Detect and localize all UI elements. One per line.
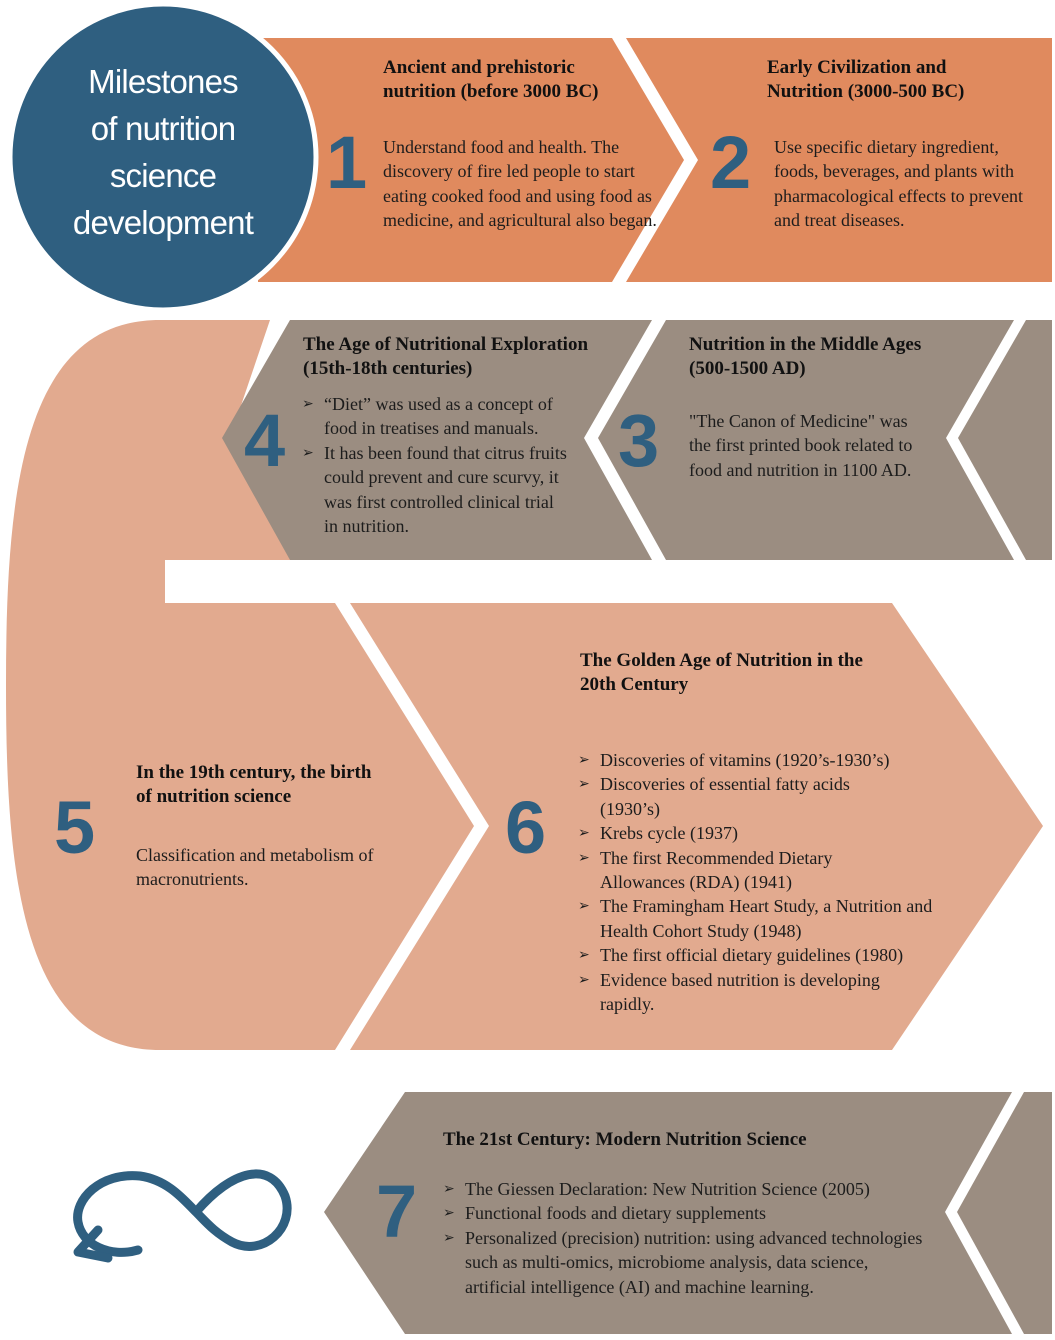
list-item: ➢ Discoveries of essential fatty acids (1930’s) bbox=[578, 772, 950, 821]
milestone-1-title: Ancient and prehistoric nutrition (before 3000 BC) bbox=[383, 57, 599, 102]
milestone-1-number: 1 bbox=[326, 121, 368, 204]
milestone-6-list bbox=[578, 748, 950, 1016]
milestone-3-title: Nutrition in the Middle Ages (500-1500 AD) bbox=[689, 334, 922, 379]
infinity-arrow-icon bbox=[78, 1174, 288, 1258]
milestone-7-list bbox=[443, 1177, 923, 1299]
list-item: ➢ The Giessen Declaration: New Nutrition Science (2005) bbox=[443, 1177, 923, 1201]
milestone-6-number: 6 bbox=[505, 786, 547, 869]
milestone-2-title: Early Civilization and Nutrition (3000-500 BC) bbox=[767, 57, 965, 102]
milestone-4-title: The Age of Nutritional Exploration (15th-18th centuries) bbox=[303, 334, 589, 379]
list-item: ➢ The Framingham Heart Study, a Nutrition and Health Cohort Study (1948) bbox=[578, 894, 950, 943]
milestone-4-list bbox=[302, 392, 572, 538]
list-item: ➢ Krebs cycle (1937) bbox=[578, 821, 950, 845]
milestone-7-title: The 21st Century: Modern Nutrition Science bbox=[443, 1129, 807, 1150]
milestone-1-text: Understand food and health. The discovery of fire led people to start eating cooked food and using food as medicine, and agricultural also began. bbox=[383, 137, 657, 231]
milestone-6-title: The Golden Age of Nutrition in the 20th Century bbox=[580, 650, 863, 695]
milestone-7-number: 7 bbox=[376, 1170, 418, 1253]
list-item: ➢ The first Recommended Dietary Allowances (RDA) (1941) bbox=[578, 846, 950, 895]
page-title bbox=[20, 58, 306, 246]
milestone-2-text: Use specific dietary ingredient, foods, beverages, and plants with pharmacological effects to prevent and treat diseases. bbox=[774, 137, 1024, 231]
title-line: Milestones bbox=[88, 63, 238, 100]
milestone-2-number: 2 bbox=[710, 121, 752, 204]
list-item: ➢ Evidence based nutrition is developing rapidly. bbox=[578, 968, 950, 1017]
milestone-4-number: 4 bbox=[244, 399, 286, 482]
title-line: development bbox=[72, 204, 254, 241]
title-line: science bbox=[109, 157, 217, 194]
list-item: ➢ The first official dietary guidelines (1980) bbox=[578, 943, 950, 967]
title-line: of nutrition bbox=[90, 110, 236, 147]
list-item: ➢ “Diet” was used as a concept of food in treatises and manuals. bbox=[302, 392, 572, 441]
milestone-5-number: 5 bbox=[54, 786, 96, 869]
list-item: ➢ Functional foods and dietary supplements bbox=[443, 1201, 923, 1225]
list-item: ➢ It has been found that citrus fruits could prevent and cure scurvy, it was first controlled clinical trial in nutrition. bbox=[302, 441, 572, 539]
milestone-5-text: Classification and metabolism of macronutrients. bbox=[136, 845, 374, 890]
milestone-3-number: 3 bbox=[618, 399, 660, 482]
list-item: ➢ Discoveries of vitamins (1920’s-1930’s) bbox=[578, 748, 950, 772]
milestone-3-text: "The Canon of Medicine" was the first printed book related to food and nutrition in 1100 AD. bbox=[689, 411, 913, 480]
list-item: ➢ Personalized (precision) nutrition: using advanced technologies such as multi-omics, microbiome analysis, data science, artificial intelligence (AI) and machine learning. bbox=[443, 1226, 923, 1299]
milestone-5-title: In the 19th century, the birth of nutrition science bbox=[136, 762, 372, 807]
